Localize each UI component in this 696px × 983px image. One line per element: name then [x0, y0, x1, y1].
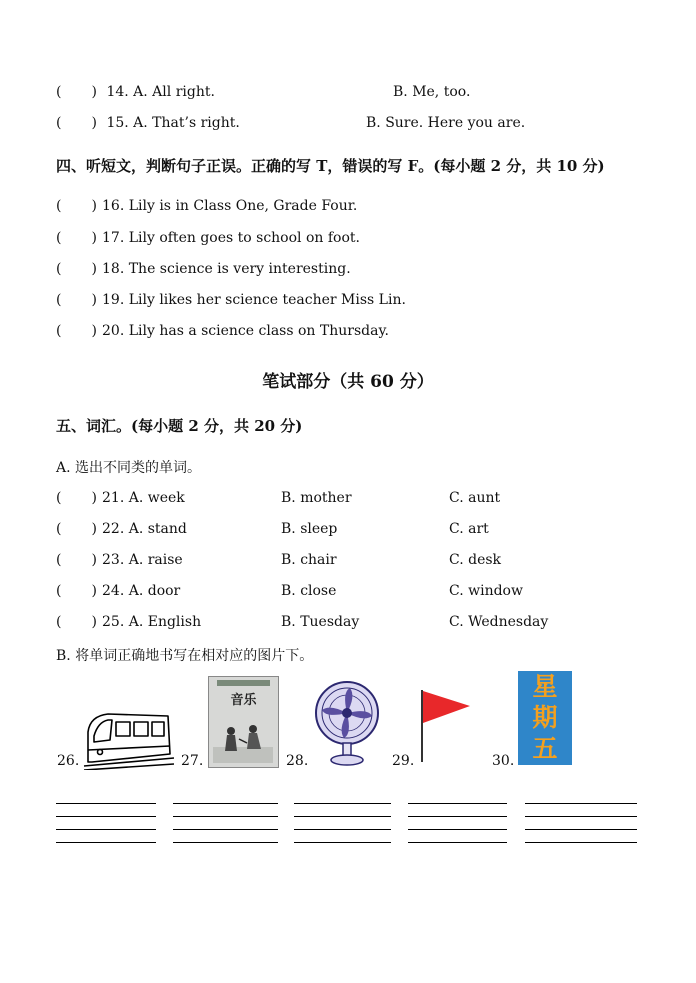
part4-heading: 四、听短文，判断句子正误。正确的写 T，错误的写 F。(每小题 2 分，共 10 分) [56, 157, 605, 175]
paren-open: ( [56, 115, 62, 131]
statement-text: 18. The science is very interesting. [102, 261, 351, 277]
paren-open: ( [56, 583, 62, 599]
picture-number-27: 27. [181, 753, 204, 769]
q22-option-c: C. art [449, 521, 489, 537]
paren-open: ( [56, 230, 62, 246]
q24-option-c: C. window [449, 583, 523, 599]
option-a: 25. A. English [102, 614, 202, 630]
paren-open: ( [56, 552, 62, 568]
paren-close: ) [91, 230, 97, 246]
paren-close: ) [91, 323, 97, 339]
statement-text: 17. Lily often goes to school on foot. [102, 230, 360, 246]
question-17 [56, 230, 360, 246]
q23-option-b: B. chair [281, 552, 337, 568]
question-14 [56, 84, 215, 100]
answer-line[interactable] [294, 816, 391, 817]
paren-open: ( [56, 614, 62, 630]
q21-option-c: C. aunt [449, 490, 501, 506]
option-a: 23. A. raise [102, 552, 183, 568]
paren-close: ) [91, 552, 97, 568]
picture-number-29: 29. [392, 753, 415, 769]
q25-option-c: C. Wednesday [449, 614, 549, 630]
paren-close: ) [91, 521, 97, 537]
answer-line[interactable] [525, 816, 637, 817]
question-15 [56, 115, 240, 131]
paren-close: ) [91, 198, 97, 214]
answer-line[interactable] [294, 829, 391, 830]
answer-line[interactable] [408, 829, 507, 830]
option-a: A. That’s right. [133, 115, 240, 131]
question-23 [56, 552, 183, 568]
question-number: 15. [106, 115, 129, 131]
paren-open: ( [56, 261, 62, 277]
answer-line[interactable] [56, 803, 156, 804]
paren-close: ) [91, 84, 97, 100]
paren-close: ) [91, 583, 97, 599]
card-char-1: 星 [532, 671, 558, 701]
train-icon [78, 706, 174, 770]
part5-heading: 五、词汇。(每小题 2 分，共 20 分) [56, 417, 303, 435]
answer-line[interactable] [173, 803, 278, 804]
statement-text: 16. Lily is in Class One, Grade Four. [102, 198, 358, 214]
answer-line[interactable] [525, 842, 637, 843]
paren-open: ( [56, 323, 62, 339]
q15-option-b: B. Sure. Here you are. [366, 115, 526, 131]
question-21 [56, 490, 185, 506]
question-19 [56, 292, 406, 308]
section-b-instruction: B. 将单词正确地书写在相对应的图片下。 [56, 648, 314, 664]
option-a: 21. A. week [102, 490, 185, 506]
card-char-3: 五 [532, 734, 558, 764]
question-18 [56, 261, 351, 277]
friday-card-icon [518, 671, 572, 765]
answer-line[interactable] [173, 816, 278, 817]
answer-line[interactable] [56, 829, 156, 830]
answer-line[interactable] [294, 842, 391, 843]
statement-text: 19. Lily likes her science teacher Miss Lin. [102, 292, 406, 308]
q14-option-b: B. Me, too. [393, 84, 471, 100]
answer-line[interactable] [173, 842, 278, 843]
paren-close: ) [91, 614, 97, 630]
q22-option-b: B. sleep [281, 521, 338, 537]
q24-option-b: B. close [281, 583, 337, 599]
paren-open: ( [56, 292, 62, 308]
statement-text: 20. Lily has a science class on Thursday. [102, 323, 389, 339]
picture-number-26: 26. [57, 753, 80, 769]
paren-open: ( [56, 84, 62, 100]
paren-close: ) [91, 115, 97, 131]
q25-option-b: B. Tuesday [281, 614, 360, 630]
answer-line[interactable] [408, 803, 507, 804]
question-20 [56, 323, 389, 339]
section-a-instruction: A. 选出不同类的单词。 [56, 460, 202, 476]
card-char-2: 期 [532, 702, 558, 732]
question-number: 14. [106, 84, 129, 100]
picture-number-28: 28. [286, 753, 309, 769]
answer-line[interactable] [56, 816, 156, 817]
paren-open: ( [56, 490, 62, 506]
question-25 [56, 614, 201, 630]
book-title: 音乐 [230, 693, 257, 708]
paren-close: ) [91, 490, 97, 506]
fan-icon [312, 680, 382, 766]
paren-close: ) [91, 292, 97, 308]
written-section-title: 笔试部分（共 60 分） [262, 372, 434, 392]
paren-open: ( [56, 521, 62, 537]
option-a: A. All right. [133, 84, 215, 100]
answer-line[interactable] [525, 829, 637, 830]
question-22 [56, 521, 187, 537]
answer-line[interactable] [173, 829, 278, 830]
flag-icon [418, 690, 474, 762]
paren-close: ) [91, 261, 97, 277]
option-a: 22. A. stand [102, 521, 187, 537]
answer-line[interactable] [525, 803, 637, 804]
answer-line[interactable] [56, 842, 156, 843]
option-a: 24. A. door [102, 583, 181, 599]
answer-line[interactable] [408, 816, 507, 817]
q21-option-b: B. mother [281, 490, 352, 506]
answer-line[interactable] [408, 842, 507, 843]
paren-open: ( [56, 198, 62, 214]
answer-line[interactable] [294, 803, 391, 804]
picture-number-30: 30. [492, 753, 515, 769]
music-book-icon [208, 676, 279, 768]
q23-option-c: C. desk [449, 552, 502, 568]
book-logo [217, 680, 270, 686]
question-16 [56, 198, 357, 214]
question-24 [56, 583, 180, 599]
